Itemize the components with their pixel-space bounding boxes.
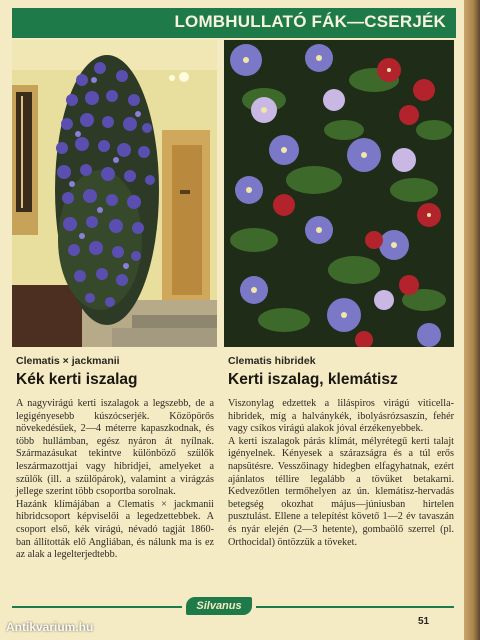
caption-right xyxy=(228,355,454,389)
caption-left xyxy=(16,355,214,389)
clematis-hybrids-photo xyxy=(224,40,454,347)
latin-name-left: Clematis × jackmanii xyxy=(16,355,120,367)
latin-name-right: Clematis hibridek xyxy=(228,355,316,367)
body-text-left xyxy=(16,398,214,562)
body-text-right xyxy=(228,398,454,549)
paragraph: Viszonylag edzettek a liláspiros virágú viticella-hibridek, míg a halványkék, ibolyásrózsaszín, fehér vagy csíkos virágú alakok jóval érzékenyebbek. xyxy=(228,398,454,435)
page-title: LOMBHULLATÓ FÁK—CSERJÉK xyxy=(174,12,446,31)
publisher-logo: Silvanus xyxy=(186,597,252,615)
page-number: 51 xyxy=(418,616,430,627)
common-name-left: Kék kerti iszalag xyxy=(16,371,138,388)
clematis-wall-photo xyxy=(12,40,217,347)
photo-clematis-jackmanii xyxy=(12,40,217,347)
footer-rule-right xyxy=(256,606,454,608)
paragraph: A kerti iszalagok párás klímát, mélyrétegű kerti talajt igényelnek. Kényesek a szárazságra és a túl erős napsütésre. Vesszőinagy hidegben elfagyhatnak, ezért ajánlatos téllire legalább a tövüket betakarni. Kedvezőtlen termőhelyen az ún. klemátisz-hervadás betegség okozhat május—júniusban hirtelen pusztulást. Ellene a telepítést követő 1—2 év tavaszán és nyár elején (2—3 hetente), gombaölő szerrel (pl. Orthocidal) öntözzük a töveket. xyxy=(228,435,454,548)
book-page-edge xyxy=(464,0,480,640)
header-bar xyxy=(12,8,456,38)
photo-clematis-hybrids xyxy=(224,40,454,347)
common-name-right: Kerti iszalag, klemátisz xyxy=(228,371,398,388)
paragraph: Hazánk klímájában a Clematis × jackmanii hibridcsoport képviselői a legedzettebbek. A csoport első, kék virágú, névadó tagját 1860-ban állították elő Angliában, és nálunk ma is ez az alak a legelterjedtebb. xyxy=(16,498,214,561)
footer-rule-left xyxy=(12,606,182,608)
watermark: Antikvarium.hu xyxy=(6,620,94,634)
paragraph: A nagyvirágú kerti iszalagok a legszebb, de a legigényesebb kúszócserjék. Közöpörős növekedésűek, 2—4 méterre kapaszkodnak, és több hullámban, egész nyáron át nyílnak. Származásukat tekintve különböző szülők leszármazottjai vagy hibridjei, amelyeket a szülők (ill. a szülőpárok), valamint a virágzás jellege szerint több csoportba sorolnak. xyxy=(16,398,214,498)
